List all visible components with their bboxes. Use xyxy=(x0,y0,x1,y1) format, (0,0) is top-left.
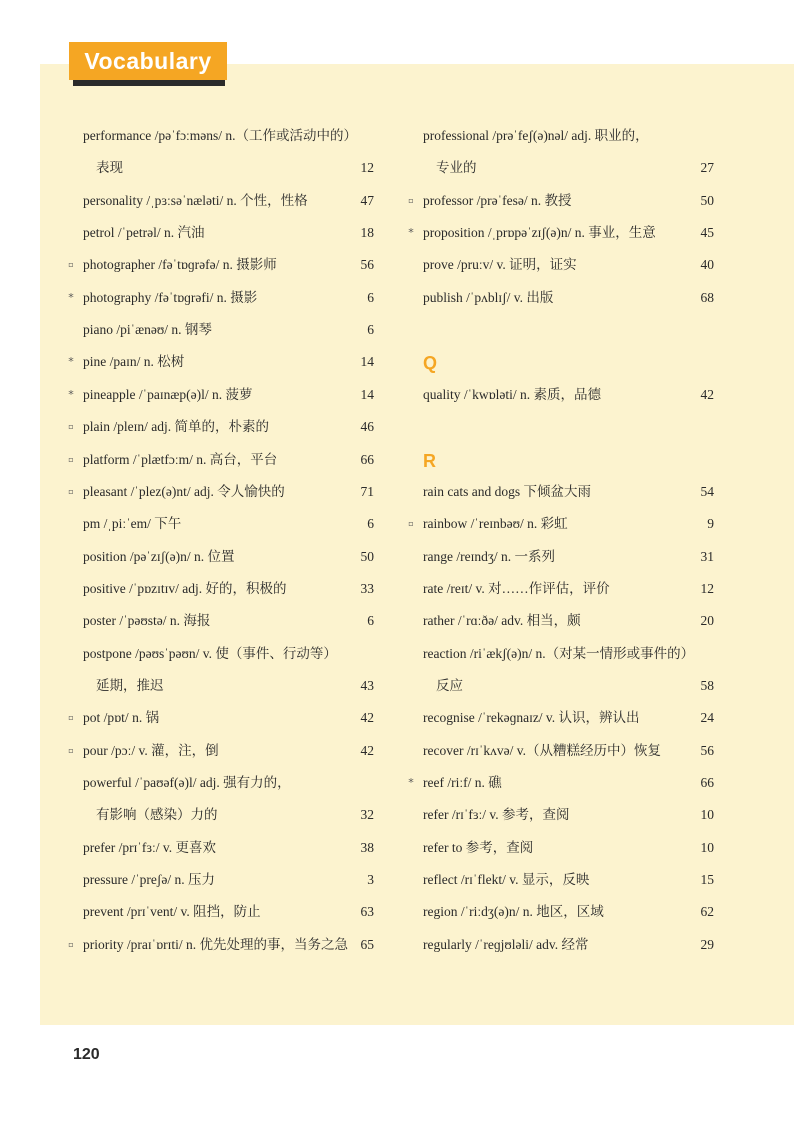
vocab-entry-text: plain /pleɪn/ adj. 简单的，朴素的 xyxy=(83,419,269,435)
vocab-entry-text: quality /ˈkwɒləti/ n. 素质，品德 xyxy=(423,386,602,402)
vocab-entry-text: postpone /pəʊsˈpəʊn/ v. 使（事件、行动等） xyxy=(83,645,337,661)
square-marker-icon: ▫ xyxy=(68,260,74,270)
vocab-entry-text: reaction /riˈækʃ(ə)n/ n.（对某一情形或事件的） xyxy=(423,645,695,661)
vocab-entry xyxy=(0,579,794,599)
vocab-entry-text: personality /ˌpɜːsəˈnæləti/ n. 个性，性格 xyxy=(83,192,308,208)
vocab-page-ref: 56 xyxy=(360,257,374,273)
vocab-page-ref: 56 xyxy=(700,742,714,758)
vocab-page-ref: 6 xyxy=(367,516,374,532)
vocab-page-ref: 62 xyxy=(700,904,714,920)
vocab-entry-text: positive /ˈpɒzɪtɪv/ adj. 好的，积极的 xyxy=(83,580,287,596)
vocab-page-ref: 6 xyxy=(367,322,374,338)
vocab-entry-text: photographer /fəˈtɒɡrəfə/ n. 摄影师 xyxy=(83,257,277,273)
vocab-entry xyxy=(0,676,794,696)
vocab-entry-text: pineapple /ˈpaɪnæp(ə)l/ n. 菠萝 xyxy=(83,386,253,402)
section-tab: Vocabulary xyxy=(69,42,227,80)
vocab-page-ref: 18 xyxy=(360,225,374,241)
vocab-page-ref: 20 xyxy=(700,613,714,629)
vocab-page-ref: 6 xyxy=(367,289,374,305)
star-marker-icon: * xyxy=(68,355,74,369)
vocab-page-ref: 31 xyxy=(700,548,714,564)
vocab-page-ref: 29 xyxy=(700,936,714,952)
vocab-entry-text: reflect /rɪˈflekt/ v. 显示，反映 xyxy=(423,872,590,888)
vocab-entry-text: reef /riːf/ n. 礁 xyxy=(423,775,502,790)
vocab-page-ref: 27 xyxy=(700,160,714,176)
vocab-page-ref: 12 xyxy=(700,580,714,596)
vocab-page-ref: 50 xyxy=(360,548,374,564)
vocab-page-ref: 71 xyxy=(360,483,374,499)
vocab-entry-text: piano /piˈænəʊ/ n. 钢琴 xyxy=(83,322,212,338)
vocab-page-ref: 3 xyxy=(367,872,374,888)
vocab-entry-text: range /reɪndʒ/ n. 一系列 xyxy=(423,548,555,564)
vocab-entry-text: photography /fəˈtɒɡrəfi/ n. 摄影 xyxy=(83,289,258,305)
star-marker-icon: * xyxy=(408,776,414,789)
vocab-page-ref: 14 xyxy=(360,354,374,370)
vocab-entry-text: pm /ˌpiːˈem/ 下午 xyxy=(83,516,182,532)
square-marker-icon: ▫ xyxy=(68,486,74,496)
vocab-entry xyxy=(0,352,794,372)
vocab-entry xyxy=(0,547,794,567)
vocab-page-ref: 54 xyxy=(700,483,714,499)
star-marker-icon: * xyxy=(68,387,74,401)
vocab-entry-text: pleasant /ˈplez(ə)nt/ adj. 令人愉快的 xyxy=(83,483,285,499)
star-marker-icon: * xyxy=(408,226,414,240)
square-marker-icon: ▫ xyxy=(68,713,74,723)
vocab-entry-text: performance /pəˈfɔːməns/ n.（工作或活动中的） xyxy=(83,128,358,143)
section-letter-q: Q xyxy=(423,353,438,374)
vocab-entry xyxy=(0,482,794,502)
vocab-entry-text: poster /ˈpəʊstə/ n. 海报 xyxy=(83,613,211,629)
vocab-page-ref: 6 xyxy=(367,613,374,629)
vocab-entry-text: powerful /ˈpaʊəf(ə)l/ adj. 强有力的， xyxy=(83,775,291,790)
vocab-entry xyxy=(0,644,794,664)
vocab-page-ref: 40 xyxy=(700,257,714,273)
vocab-page-ref: 66 xyxy=(360,451,374,467)
vocab-entry-text: rate /reɪt/ v. 对……作评估，评价 xyxy=(423,580,610,596)
vocab-page-ref: 12 xyxy=(360,160,374,176)
vocab-entry xyxy=(0,223,794,243)
vocab-entry xyxy=(0,514,794,534)
vocab-entry-text: pine /paɪn/ n. 松树 xyxy=(83,354,185,370)
square-marker-icon: ▫ xyxy=(68,422,74,432)
vocab-entry-text: proposition /ˌprɒpəˈzɪʃ(ə)n/ n. 事业，生意 xyxy=(423,225,656,241)
vocab-page-ref: 66 xyxy=(700,775,714,790)
vocab-entry-text: recognise /ˈrekəɡnaɪz/ v. 认识，辨认出 xyxy=(423,710,640,726)
vocab-entry-text: pressure /ˈpreʃə/ n. 压力 xyxy=(83,872,215,888)
vocab-entry-text: prevent /prɪˈvent/ v. 阻挡，防止 xyxy=(83,904,261,920)
vocab-entry xyxy=(0,320,794,340)
vocab-entry xyxy=(0,288,794,308)
star-marker-icon: * xyxy=(68,290,74,304)
vocab-page-ref: 10 xyxy=(700,839,714,855)
vocab-entry xyxy=(0,708,794,728)
vocab-entry xyxy=(0,450,794,470)
vocab-entry-text: professional /prəˈfeʃ(ə)nəl/ adj. 职业的， xyxy=(423,128,649,143)
vocab-entry-text: 反应 xyxy=(436,677,463,693)
vocab-entry-text: petrol /ˈpetrəl/ n. 汽油 xyxy=(83,225,205,241)
vocab-entry xyxy=(0,870,794,890)
vocab-entry xyxy=(0,805,794,825)
vocab-entry-text: regularly /ˈreɡjʊləli/ adv. 经常 xyxy=(423,936,589,952)
vocab-entry-text: 有影响（感染）力的 xyxy=(96,807,218,823)
vocab-entry xyxy=(0,385,794,405)
vocab-page-ref: 14 xyxy=(360,386,374,402)
vocab-page-ref: 43 xyxy=(360,677,374,693)
vocab-entry-text: pot /pɒt/ n. 锅 xyxy=(83,710,160,726)
vocab-page-ref: 42 xyxy=(700,386,714,402)
vocab-page-ref: 15 xyxy=(700,872,714,888)
vocab-entry xyxy=(0,158,794,178)
square-marker-icon: ▫ xyxy=(68,745,74,755)
square-marker-icon: ▫ xyxy=(408,519,414,529)
vocab-entry xyxy=(0,126,794,146)
vocab-entry-text: 表现 xyxy=(96,160,123,176)
vocab-entry-text: prefer /prɪˈfɜː/ v. 更喜欢 xyxy=(83,839,217,855)
vocab-entry-text: platform /ˈplætfɔːm/ n. 高台，平台 xyxy=(83,451,278,467)
vocab-page-ref: 45 xyxy=(700,225,714,241)
vocab-entry xyxy=(0,773,794,793)
square-marker-icon: ▫ xyxy=(68,939,74,949)
vocab-page-ref: 10 xyxy=(700,807,714,823)
vocab-entry xyxy=(0,255,794,275)
vocab-entry-text: region /ˈriːdʒ(ə)n/ n. 地区，区域 xyxy=(423,904,604,920)
vocab-page-ref: 68 xyxy=(700,289,714,305)
vocab-entry xyxy=(0,935,794,955)
vocab-entry-text: priority /praɪˈɒrɪti/ n. 优先处理的事，当务之急 xyxy=(83,936,349,952)
vocab-page-ref: 33 xyxy=(360,580,374,596)
vocab-page-ref: 42 xyxy=(360,710,374,726)
vocab-entry-text: position /pəˈzɪʃ(ə)n/ n. 位置 xyxy=(83,548,235,564)
vocab-page-ref: 47 xyxy=(360,192,374,208)
vocab-page-ref: 65 xyxy=(360,936,374,952)
vocab-page-ref: 32 xyxy=(360,807,374,823)
vocab-page-ref: 24 xyxy=(700,710,714,726)
vocab-entry-text: rainbow /ˈreɪnbəʊ/ n. 彩虹 xyxy=(423,516,568,532)
vocab-page-ref: 58 xyxy=(700,677,714,693)
square-marker-icon: ▫ xyxy=(408,195,414,205)
vocab-entry-text: prove /pruːv/ v. 证明，证实 xyxy=(423,257,577,273)
vocab-entry-text: 延期，推迟 xyxy=(96,677,164,693)
vocab-entry-text: recover /rɪˈkʌvə/ v.（从糟糕经历中）恢复 xyxy=(423,742,661,758)
section-letter-r: R xyxy=(423,450,436,471)
vocab-entry-text: pour /pɔː/ v. 灌，注，倒 xyxy=(83,742,219,758)
page-number: 120 xyxy=(73,1046,100,1063)
vocab-entry-text: rather /ˈrɑːðə/ adv. 相当，颇 xyxy=(423,613,581,629)
vocab-page-ref: 38 xyxy=(360,839,374,855)
vocab-entry xyxy=(0,191,794,211)
vocab-entry xyxy=(0,417,794,437)
vocab-entry-text: publish /ˈpʌblɪʃ/ v. 出版 xyxy=(423,289,554,305)
vocab-entry xyxy=(0,902,794,922)
square-marker-icon: ▫ xyxy=(68,454,74,464)
vocab-page-ref: 50 xyxy=(700,192,714,208)
vocab-entry-text: 专业的 xyxy=(436,160,477,176)
vocab-entry xyxy=(0,838,794,858)
vocab-page-ref: 42 xyxy=(360,742,374,758)
vocab-page-ref: 63 xyxy=(360,904,374,920)
vocab-entry-text: rain cats and dogs 下倾盆大雨 xyxy=(423,483,591,499)
vocab-entry-text: professor /prəˈfesə/ n. 教授 xyxy=(423,192,572,208)
vocab-page-ref: 9 xyxy=(707,516,714,532)
vocab-entry xyxy=(0,741,794,761)
vocab-entry-text: refer /rɪˈfɜː/ v. 参考，查阅 xyxy=(423,807,570,823)
vocab-entry xyxy=(0,611,794,631)
vocab-page-ref: 46 xyxy=(360,419,374,435)
vocab-entry-text: refer to 参考，查阅 xyxy=(423,839,534,855)
